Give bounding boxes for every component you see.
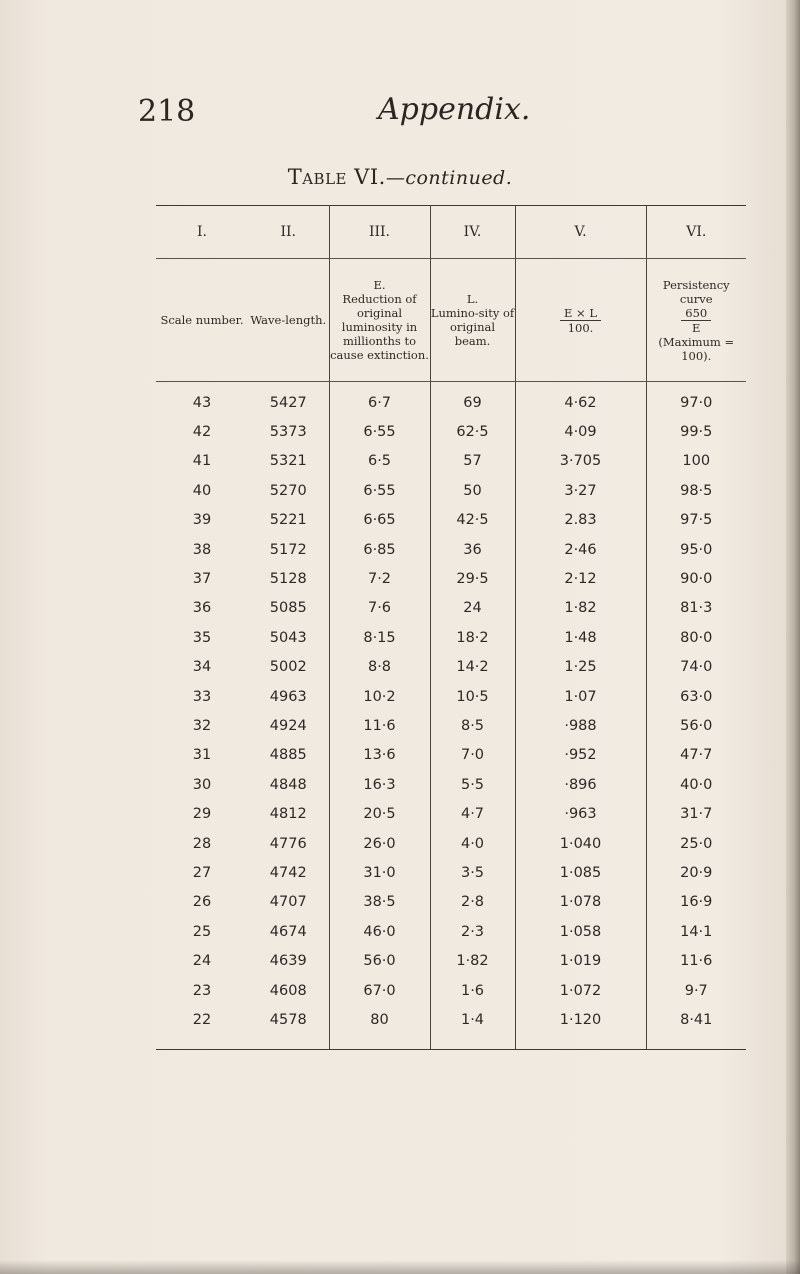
- cell-reduction: 7·2: [329, 564, 430, 593]
- cell-persistency: 40·0: [680, 776, 713, 793]
- cell-e-times-l: 1·040: [515, 829, 646, 858]
- cell-persistency: 97·0: [680, 394, 713, 411]
- cell-scale-number: 38: [192, 541, 212, 558]
- cell-reduction: 16·3: [329, 770, 430, 799]
- cell-wave-length: 5172: [248, 535, 329, 564]
- cell-wave-length: 5270: [248, 476, 329, 505]
- cell-reduction: 6·55: [329, 476, 430, 505]
- header-e-times-l-fraction: [560, 306, 601, 335]
- cell-e-times-l: ·896: [515, 770, 646, 799]
- roman-2: II.: [248, 206, 329, 259]
- cell-luminosity: 1·82: [430, 946, 515, 975]
- cell-persistency: 25·0: [680, 835, 713, 852]
- cell-reduction: 11·6: [329, 711, 430, 740]
- running-head: Appendix.: [378, 92, 531, 127]
- cell-wave-length: 5085: [248, 594, 329, 623]
- cell-e-times-l: 1·078: [515, 888, 646, 917]
- cell-scale-number: 23: [192, 982, 212, 999]
- table-row: [156, 447, 746, 476]
- cell-persistency: 99·5: [680, 424, 713, 441]
- cell-luminosity: 10·5: [430, 682, 515, 711]
- roman-1: I.: [156, 206, 248, 259]
- fraction-numerator: 650: [681, 306, 711, 321]
- cell-e-times-l: ·988: [515, 711, 646, 740]
- header-luminosity-text: Lumino-sity of original beam.: [430, 306, 515, 348]
- header-persistency-fraction: [681, 306, 711, 335]
- cell-wave-length: 4963: [248, 682, 329, 711]
- table-row: [156, 564, 746, 593]
- cell-persistency: 90·0: [680, 571, 713, 588]
- header-wave-length-text: Wave-length.: [250, 313, 327, 327]
- table-row: [156, 623, 746, 652]
- cell-e-times-l: ·963: [515, 799, 646, 828]
- fraction-numerator: E × L: [560, 306, 601, 321]
- cell-luminosity: 2·3: [430, 917, 515, 946]
- cell-scale-number: 41: [192, 453, 212, 470]
- cell-reduction: 80: [329, 1005, 430, 1049]
- data-table: [156, 205, 746, 1050]
- table-row: [156, 888, 746, 917]
- cell-reduction: 31·0: [329, 858, 430, 887]
- header-persistency-note: (Maximum = 100).: [658, 334, 735, 363]
- cell-wave-length: 4742: [248, 858, 329, 887]
- cell-luminosity: 14·2: [430, 653, 515, 682]
- cell-reduction: 13·6: [329, 741, 430, 770]
- cell-e-times-l: 1·058: [515, 917, 646, 946]
- cell-e-times-l: 1·120: [515, 1005, 646, 1049]
- cell-e-times-l: 2·46: [515, 535, 646, 564]
- cell-persistency: 98·5: [680, 482, 713, 499]
- cell-wave-length: 4812: [248, 799, 329, 828]
- cell-persistency: 14·1: [680, 923, 713, 940]
- cell-wave-length: 4578: [248, 1005, 329, 1049]
- cell-persistency: 95·0: [680, 541, 713, 558]
- table-row: [156, 741, 746, 770]
- cell-persistency: 80·0: [680, 629, 713, 646]
- cell-e-times-l: ·952: [515, 741, 646, 770]
- table-row: [156, 829, 746, 858]
- cell-scale-number: 33: [192, 688, 212, 705]
- cell-scale-number: 32: [192, 717, 212, 734]
- roman-3: III.: [329, 206, 430, 259]
- cell-wave-length: 4608: [248, 976, 329, 1005]
- table-title: [0, 165, 800, 189]
- cell-luminosity: 29·5: [430, 564, 515, 593]
- cell-e-times-l: 1·072: [515, 976, 646, 1005]
- cell-persistency: 47·7: [680, 747, 713, 764]
- fraction-denominator: 100.: [567, 320, 594, 335]
- cell-wave-length: 4707: [248, 888, 329, 917]
- cell-scale-number: 34: [192, 659, 212, 676]
- cell-scale-number: 39: [192, 512, 212, 529]
- cell-persistency: 97·5: [680, 512, 713, 529]
- cell-e-times-l: 1·25: [515, 653, 646, 682]
- cell-persistency: 81·3: [680, 600, 713, 617]
- cell-reduction: 7·6: [329, 594, 430, 623]
- table-row: [156, 711, 746, 740]
- cell-e-times-l: 1·07: [515, 682, 646, 711]
- cell-persistency: 63·0: [680, 688, 713, 705]
- cell-wave-length: 5043: [248, 623, 329, 652]
- cell-e-times-l: 3·705: [515, 447, 646, 476]
- cell-wave-length: 5221: [248, 506, 329, 535]
- column-header-row: [156, 259, 746, 382]
- header-persistency-text: Persistency curve: [662, 277, 730, 306]
- table-row: [156, 976, 746, 1005]
- cell-reduction: 56·0: [329, 946, 430, 975]
- header-persistency: [646, 259, 746, 382]
- table-row: [156, 917, 746, 946]
- table-row: [156, 506, 746, 535]
- table-title-continued: —continued.: [385, 167, 513, 189]
- cell-reduction: 6·7: [329, 382, 430, 418]
- cell-luminosity: 2·8: [430, 888, 515, 917]
- table-row: [156, 682, 746, 711]
- roman-numeral-row: [156, 206, 746, 259]
- header-reduction-symbol: E.: [373, 278, 386, 292]
- cell-scale-number: 30: [192, 776, 212, 793]
- cell-scale-number: 29: [192, 806, 212, 823]
- header-luminosity-symbol: L.: [466, 292, 479, 306]
- cell-persistency: 56·0: [680, 717, 713, 734]
- cell-e-times-l: 4·09: [515, 417, 646, 446]
- cell-wave-length: 4674: [248, 917, 329, 946]
- cell-wave-length: 4924: [248, 711, 329, 740]
- header-scale-number: [156, 259, 248, 382]
- cell-luminosity: 5·5: [430, 770, 515, 799]
- cell-persistency: 11·6: [680, 953, 713, 970]
- cell-luminosity: 57: [430, 447, 515, 476]
- cell-persistency: 20·9: [680, 864, 713, 881]
- cell-scale-number: 26: [192, 894, 212, 911]
- cell-scale-number: 36: [192, 600, 212, 617]
- cell-reduction: 26·0: [329, 829, 430, 858]
- cell-scale-number: 24: [192, 953, 212, 970]
- cell-reduction: 67·0: [329, 976, 430, 1005]
- cell-luminosity: 50: [430, 476, 515, 505]
- table-title-label: Table VI.: [287, 165, 386, 189]
- cell-e-times-l: 3·27: [515, 476, 646, 505]
- cell-reduction: 10·2: [329, 682, 430, 711]
- cell-wave-length: 4885: [248, 741, 329, 770]
- cell-e-times-l: 4·62: [515, 382, 646, 418]
- cell-scale-number: 40: [192, 482, 212, 499]
- cell-scale-number: 25: [192, 923, 212, 940]
- cell-e-times-l: 2.83: [515, 506, 646, 535]
- table-row: [156, 476, 746, 505]
- cell-scale-number: 27: [192, 864, 212, 881]
- cell-scale-number: 37: [192, 571, 212, 588]
- cell-scale-number: 42: [192, 424, 212, 441]
- cell-e-times-l: 1·48: [515, 623, 646, 652]
- roman-5: V.: [515, 206, 646, 259]
- page-bottom-shadow: [0, 1260, 800, 1274]
- cell-luminosity: 1·4: [430, 1005, 515, 1049]
- table-row: [156, 770, 746, 799]
- cell-scale-number: 43: [192, 394, 212, 411]
- cell-luminosity: 3·5: [430, 858, 515, 887]
- cell-luminosity: 24: [430, 594, 515, 623]
- cell-persistency: 9·7: [684, 982, 708, 999]
- cell-persistency: 74·0: [680, 659, 713, 676]
- cell-e-times-l: 1·085: [515, 858, 646, 887]
- cell-wave-length: 4639: [248, 946, 329, 975]
- cell-e-times-l: 1·82: [515, 594, 646, 623]
- cell-luminosity: 4·7: [430, 799, 515, 828]
- cell-persistency: 16·9: [680, 894, 713, 911]
- cell-e-times-l: 2·12: [515, 564, 646, 593]
- cell-reduction: 46·0: [329, 917, 430, 946]
- table-row: [156, 946, 746, 975]
- fraction-denominator: E: [692, 320, 701, 335]
- header-scale-number-text: Scale number.: [160, 313, 244, 327]
- header-e-times-l: [515, 259, 646, 382]
- cell-luminosity: 4·0: [430, 829, 515, 858]
- cell-scale-number: 22: [156, 1005, 248, 1049]
- cell-wave-length: 5427: [248, 382, 329, 418]
- table-row: [156, 858, 746, 887]
- cell-luminosity: 69: [430, 382, 515, 418]
- cell-reduction: 8·15: [329, 623, 430, 652]
- table-row: [156, 799, 746, 828]
- header-reduction: [329, 259, 430, 382]
- cell-luminosity: 42·5: [430, 506, 515, 535]
- cell-wave-length: 5002: [248, 653, 329, 682]
- table-row: [156, 382, 746, 418]
- cell-wave-length: 5321: [248, 447, 329, 476]
- roman-6: VI.: [646, 206, 746, 259]
- cell-persistency: 8·41: [646, 1005, 746, 1049]
- cell-luminosity: 7·0: [430, 741, 515, 770]
- cell-e-times-l: 1·019: [515, 946, 646, 975]
- cell-reduction: 20·5: [329, 799, 430, 828]
- table-row: [156, 594, 746, 623]
- cell-reduction: 8·8: [329, 653, 430, 682]
- table-row: [156, 1005, 746, 1049]
- cell-wave-length: 5373: [248, 417, 329, 446]
- cell-luminosity: 18·2: [430, 623, 515, 652]
- cell-luminosity: 62·5: [430, 417, 515, 446]
- cell-reduction: 6·5: [329, 447, 430, 476]
- cell-wave-length: 4848: [248, 770, 329, 799]
- page-number: 218: [138, 94, 196, 129]
- cell-wave-length: 4776: [248, 829, 329, 858]
- header-wave-length: [248, 259, 329, 382]
- cell-persistency: 100: [682, 453, 711, 470]
- cell-scale-number: 31: [192, 747, 212, 764]
- roman-4: IV.: [430, 206, 515, 259]
- cell-reduction: 6·85: [329, 535, 430, 564]
- table-body: [156, 382, 746, 1050]
- cell-wave-length: 5128: [248, 564, 329, 593]
- cell-luminosity: 8·5: [430, 711, 515, 740]
- table-row: [156, 653, 746, 682]
- header-reduction-text: Reduction of original luminosity in millionths to cause extinction.: [330, 292, 429, 362]
- cell-luminosity: 1·6: [430, 976, 515, 1005]
- page-edge: [786, 0, 800, 1274]
- cell-reduction: 6·55: [329, 417, 430, 446]
- cell-scale-number: 35: [192, 629, 212, 646]
- table-row: [156, 535, 746, 564]
- cell-persistency: 31·7: [680, 806, 713, 823]
- table-row: [156, 417, 746, 446]
- header-luminosity: [430, 259, 515, 382]
- cell-reduction: 6·65: [329, 506, 430, 535]
- cell-reduction: 38·5: [329, 888, 430, 917]
- cell-luminosity: 36: [430, 535, 515, 564]
- cell-scale-number: 28: [192, 835, 212, 852]
